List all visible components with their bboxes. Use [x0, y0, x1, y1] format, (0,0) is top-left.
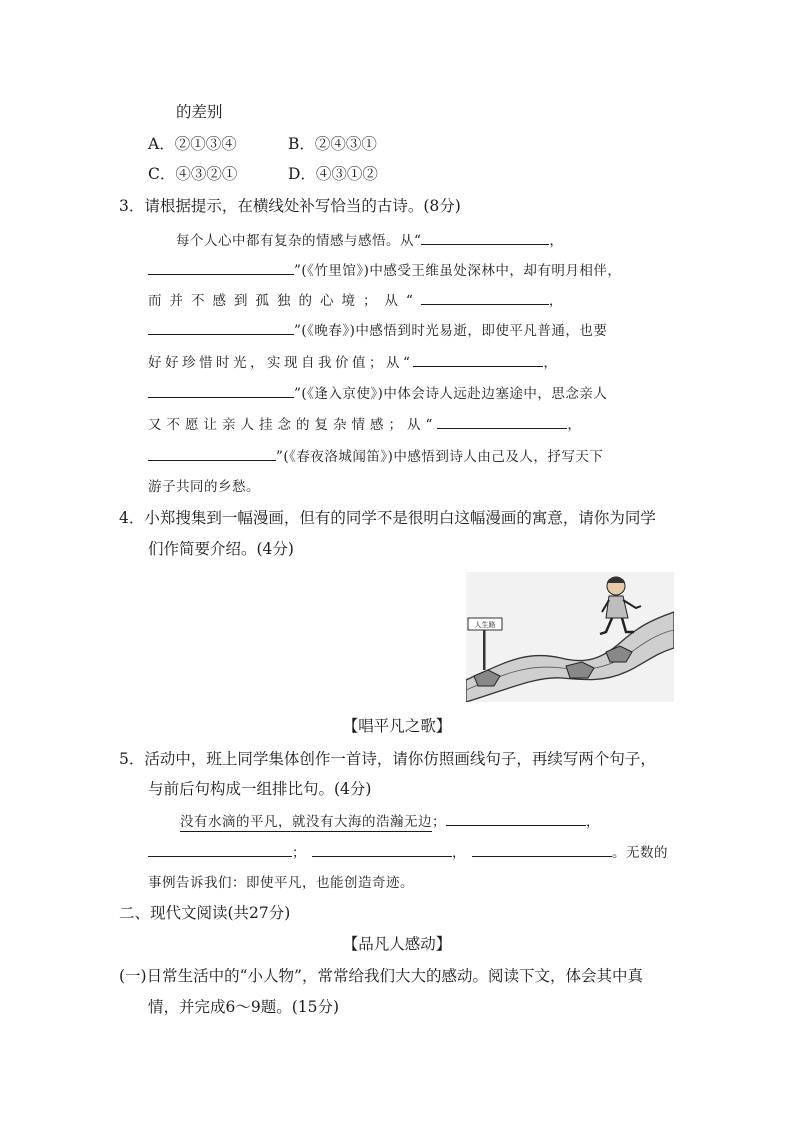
q5-blank-1[interactable] — [446, 811, 586, 826]
cartoon-life-road — [466, 572, 674, 702]
road-sign-text: 人生路 — [474, 621, 496, 629]
q3-blank-8[interactable] — [148, 446, 276, 461]
q3-blank-7[interactable] — [437, 414, 567, 429]
section-sing-title: 【唱平凡之歌】 — [342, 717, 452, 735]
q3-line-3-text: 而并不感到孤独的心境；从“ — [148, 293, 421, 309]
q3-blank-5[interactable] — [413, 352, 543, 367]
part2-heading: 二、现代文阅读(共27分) — [119, 904, 291, 922]
section-touch-title: 【品凡人感动】 — [342, 935, 452, 953]
q3-line-5-text: 好好珍惜时光，实现自我价值；从“ — [148, 355, 414, 371]
q4-line-2: 们作简要介绍。(4分) — [148, 540, 294, 558]
q3-blank-3[interactable] — [421, 290, 549, 305]
reading-intro-line-2: 情，并完成6～9题。(15分) — [148, 998, 340, 1016]
reading-intro-line-1: (一)日常生活中的“小人物”，常常给我们大大的感动。阅读下文，体会其中真 — [119, 967, 643, 985]
q2-option-c: C．④③②① — [148, 165, 238, 183]
q3-stem: 3．请根据提示，在横线处补写恰当的古诗。(8分) — [119, 197, 461, 215]
q3-comma-1: ， — [549, 233, 564, 249]
q5-sep-1: ； — [432, 814, 446, 830]
q5-line-3 — [180, 811, 600, 832]
q5-underlined-sentence: 没有水滴的平凡，就没有大海的浩瀚无边 — [180, 814, 432, 830]
q3-blank-1[interactable] — [421, 230, 549, 245]
q5-blank-2[interactable] — [148, 842, 292, 857]
q3-line-4-text: ”(《晚春》)中感悟到时光易逝，即使平凡普通，也要 — [294, 323, 608, 339]
q5-line-4 — [148, 842, 668, 863]
q5-sep-2: ， — [586, 814, 600, 830]
q5-line-5: 事例告诉我们：即使平凡，也能创造奇迹。 — [148, 875, 414, 891]
q3-line-1 — [176, 230, 563, 251]
q3-line-6-text: ”(《逢入京使》)中体会诗人远赴边塞途中，思念亲人 — [294, 386, 608, 402]
q2-tail: 的差别 — [176, 103, 223, 121]
q3-comma-3: ， — [548, 293, 563, 309]
q5-sep-4: ， — [452, 845, 466, 861]
q5-sep-3: ； — [292, 845, 306, 861]
q3-line-3 — [148, 290, 563, 311]
q4-line-1: 4．小郑搜集到一幅漫画，但有的同学不是很明白这幅漫画的寓意，请你为同学 — [119, 509, 656, 527]
q3-comma-7: ， — [567, 417, 582, 433]
q3-line-8-text: ”(《春夜洛城闻笛》)中感悟到诗人由己及人，抒写天下 — [276, 449, 604, 465]
q3-line-1-text: 每个人心中都有复杂的情感与感悟。从“ — [176, 233, 422, 249]
q3-line-7 — [148, 414, 581, 435]
q5-line-2: 与前后句构成一组排比句。(4分) — [148, 780, 372, 798]
q3-blank-4[interactable] — [148, 320, 294, 335]
q2-option-a: A．②①③④ — [148, 135, 237, 153]
q3-line-7-text: 又不愿让亲人挂念的复杂情感；从“ — [148, 417, 438, 433]
q5-end-text: 。无数的 — [612, 845, 668, 861]
q2-option-b: B．②④③① — [288, 135, 377, 153]
q3-line-2-text: ”(《竹里馆》)中感受王维虽处深林中，却有明月相伴， — [294, 263, 622, 279]
q2-option-d: D．④③①② — [288, 165, 378, 183]
q3-line-4 — [148, 320, 607, 341]
q3-line-2 — [148, 260, 621, 281]
q3-blank-6[interactable] — [148, 383, 294, 398]
q3-line-5 — [148, 352, 557, 373]
q3-line-6 — [148, 383, 607, 404]
q5-blank-3[interactable] — [312, 842, 452, 857]
q5-line-1: 5．活动中，班上同学集体创作一首诗，请你仿照画线句子，再续写两个句子， — [119, 750, 656, 768]
q3-line-9: 游子共同的乡愁。 — [148, 479, 260, 495]
q3-comma-5: ， — [543, 355, 558, 371]
q3-blank-2[interactable] — [148, 260, 294, 275]
q5-blank-4[interactable] — [472, 842, 612, 857]
q3-line-8 — [148, 446, 603, 467]
